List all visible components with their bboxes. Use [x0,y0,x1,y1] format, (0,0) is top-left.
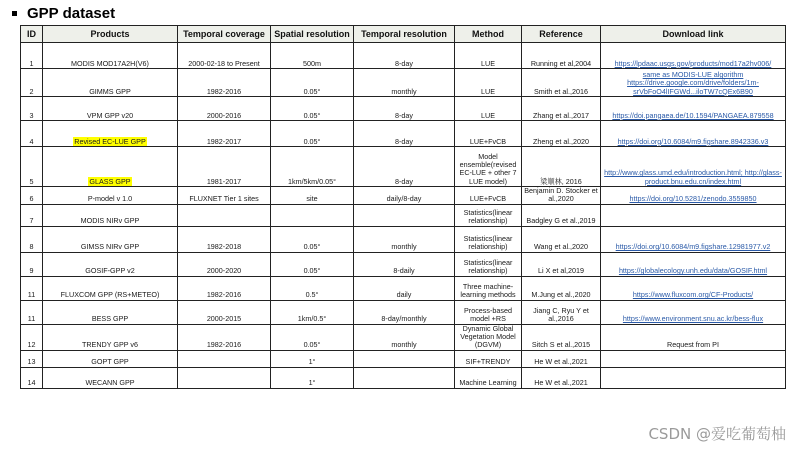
method-cell: SIF+TRENDY [455,350,522,367]
table-row [21,121,786,147]
reference-cell: Wang et al.,2020 [522,226,601,252]
temporal-resolution-cell: 8-day [354,121,455,147]
coverage-cell: 2000-2015 [178,300,271,324]
column-header: Download link [601,26,786,43]
download-link-cell[interactable]: https://lpdaac.usgs.gov/products/mod17a2hv006/ [601,43,786,69]
product-cell: GOPT GPP [43,350,178,367]
spatial-resolution-cell: site [271,187,354,205]
temporal-resolution-cell [354,350,455,367]
spatial-resolution-cell: 500m [271,43,354,69]
method-cell: Process-based model +RS [455,300,522,324]
id-cell: 3 [21,97,43,121]
id-cell: 2 [21,69,43,97]
method-cell: Model ensemble(revised EC-LUE + other 7 LUE model) [455,147,522,187]
product-cell: MODIS NIRv GPP [43,204,178,226]
download-link-cell [601,350,786,367]
reference-cell: Benjamin D. Stocker et al.,2020 [522,187,601,205]
temporal-resolution-cell: monthly [354,226,455,252]
table-row [21,43,786,69]
table-row [21,252,786,276]
download-link-cell[interactable]: https://doi.pangaea.de/10.1594/PANGAEA.879558 [601,97,786,121]
reference-cell: Smith et al.,2016 [522,69,601,97]
highlighted-product-label: GLASS GPP [89,176,131,186]
product-cell [43,147,178,187]
temporal-resolution-cell [354,367,455,388]
method-cell: Statistics(linear relationship) [455,252,522,276]
coverage-cell: 1982-2018 [178,226,271,252]
temporal-resolution-cell: 8-day/monthly [354,300,455,324]
gpp-dataset-table [20,25,786,389]
temporal-resolution-cell: daily/8-day [354,187,455,205]
column-header: Products [43,26,178,43]
method-cell: Machine Learning [455,367,522,388]
product-cell: BESS GPP [43,300,178,324]
reference-cell: Jiang C, Ryu Y et al.,2016 [522,300,601,324]
temporal-resolution-cell: 8-day [354,147,455,187]
table-row [21,226,786,252]
download-link-cell[interactable]: https://www.fluxcom.org/CF-Products/ [601,276,786,300]
page-title: GPP dataset [27,4,116,22]
table-row [21,204,786,226]
product-cell: GOSIF-GPP v2 [43,252,178,276]
id-cell: 7 [21,204,43,226]
column-header: Reference [522,26,601,43]
reference-cell: Zheng et al.,2020 [522,121,601,147]
section-heading [12,4,115,22]
coverage-cell: 1982-2017 [178,121,271,147]
coverage-cell [178,350,271,367]
table-row [21,187,786,205]
reference-cell: Badgley G et al.,2019 [522,204,601,226]
spatial-resolution-cell: 1km/5km/0.05° [271,147,354,187]
column-header: Temporal resolution [354,26,455,43]
download-link-cell [601,367,786,388]
table-row [21,147,786,187]
reference-cell: Zhang et al.,2017 [522,97,601,121]
spatial-resolution-cell: 0.05° [271,69,354,97]
reference-cell: M.Jung et al.,2020 [522,276,601,300]
spatial-resolution-cell: 0.05° [271,226,354,252]
method-cell: LUE+FvCB [455,187,522,205]
product-cell: VPM GPP v20 [43,97,178,121]
coverage-cell: 2000-2016 [178,97,271,121]
download-link-cell[interactable]: https://doi.org/10.6084/m9.figshare.8942336.v3 [601,121,786,147]
method-cell: LUE [455,69,522,97]
download-link-cell: Request from PI [601,324,786,350]
id-cell: 5 [21,147,43,187]
method-cell: LUE [455,97,522,121]
download-link-cell [601,204,786,226]
coverage-cell [178,367,271,388]
coverage-cell: 1981-2017 [178,147,271,187]
product-cell: GIMMS GPP [43,69,178,97]
id-cell: 4 [21,121,43,147]
coverage-cell: 1982-2016 [178,324,271,350]
table-header-row [21,26,786,43]
watermark: CSDN @爱吃葡萄柚 [648,425,786,443]
coverage-cell [178,204,271,226]
product-cell [43,121,178,147]
product-cell: MODIS MOD17A2H(V6) [43,43,178,69]
id-cell: 14 [21,367,43,388]
spatial-resolution-cell: 0.05° [271,97,354,121]
coverage-cell: FLUXNET Tier 1 sites [178,187,271,205]
method-cell: Statistics(linear relationship) [455,226,522,252]
method-cell: Dynamic Global Vegetation Model (DGVM) [455,324,522,350]
id-cell: 11 [21,276,43,300]
id-cell: 8 [21,226,43,252]
table-row [21,300,786,324]
id-cell: 6 [21,187,43,205]
table-row [21,350,786,367]
download-link-cell[interactable]: http://www.glass.umd.edu/introduction.html; http://glass-product.bnu.edu.cn/index.html [601,147,786,187]
method-cell: LUE+FvCB [455,121,522,147]
product-cell: FLUXCOM GPP (RS+METEO) [43,276,178,300]
column-header: Temporal coverage [178,26,271,43]
reference-cell: He W et al.,2021 [522,367,601,388]
temporal-resolution-cell [354,204,455,226]
reference-cell: Running et al,2004 [522,43,601,69]
temporal-resolution-cell: daily [354,276,455,300]
id-cell: 13 [21,350,43,367]
id-cell: 1 [21,43,43,69]
download-link-cell[interactable]: https://globalecology.unh.edu/data/GOSIF.html [601,252,786,276]
highlighted-product-label: Revised EC-LUE GPP [74,136,146,146]
table-row [21,367,786,388]
product-cell: TRENDY GPP v6 [43,324,178,350]
method-cell: Three machine-learning methods [455,276,522,300]
method-cell: Statistics(linear relationship) [455,204,522,226]
temporal-resolution-cell: 8-day [354,43,455,69]
reference-cell: Li X et al,2019 [522,252,601,276]
download-link-cell[interactable]: https://doi.org/10.5281/zenodo.3559850 [601,187,786,205]
coverage-cell: 2000-2020 [178,252,271,276]
spatial-resolution-cell: 0.05° [271,324,354,350]
spatial-resolution-cell: 0.5° [271,276,354,300]
reference-cell: He W et al.,2021 [522,350,601,367]
spatial-resolution-cell: 1km/0.5° [271,300,354,324]
id-cell: 12 [21,324,43,350]
reference-cell: 梁顺林, 2016 [522,147,601,187]
download-link-cell[interactable]: https://doi.org/10.6084/m9.figshare.12981977.v2 [601,226,786,252]
coverage-cell: 1982-2016 [178,276,271,300]
spatial-resolution-cell: 0.05° [271,252,354,276]
coverage-cell: 2000-02-18 to Present [178,43,271,69]
spatial-resolution-cell [271,204,354,226]
product-cell: WECANN GPP [43,367,178,388]
temporal-resolution-cell: monthly [354,69,455,97]
id-cell: 11 [21,300,43,324]
bullet-icon [12,11,17,16]
product-cell: GIMSS NIRv GPP [43,226,178,252]
spatial-resolution-cell: 1° [271,367,354,388]
column-header: ID [21,26,43,43]
temporal-resolution-cell: 8-daily [354,252,455,276]
download-link-cell[interactable]: same as MODIS-LUE algorithm https://drive.google.com/drive/folders/1m-srVbFoO4lIFGWd...iloTW7cQEx6B90 [601,69,786,97]
table-row [21,69,786,97]
spatial-resolution-cell: 0.05° [271,121,354,147]
table-row [21,276,786,300]
id-cell: 9 [21,252,43,276]
temporal-resolution-cell: monthly [354,324,455,350]
column-header: Spatial resolution [271,26,354,43]
spatial-resolution-cell: 1° [271,350,354,367]
table-row [21,97,786,121]
column-header: Method [455,26,522,43]
product-cell: P-model v 1.0 [43,187,178,205]
coverage-cell: 1982-2016 [178,69,271,97]
temporal-resolution-cell: 8-day [354,97,455,121]
method-cell: LUE [455,43,522,69]
download-link-cell[interactable]: https://www.environment.snu.ac.kr/bess-flux [601,300,786,324]
reference-cell: Sitch S et al.,2015 [522,324,601,350]
table-row [21,324,786,350]
